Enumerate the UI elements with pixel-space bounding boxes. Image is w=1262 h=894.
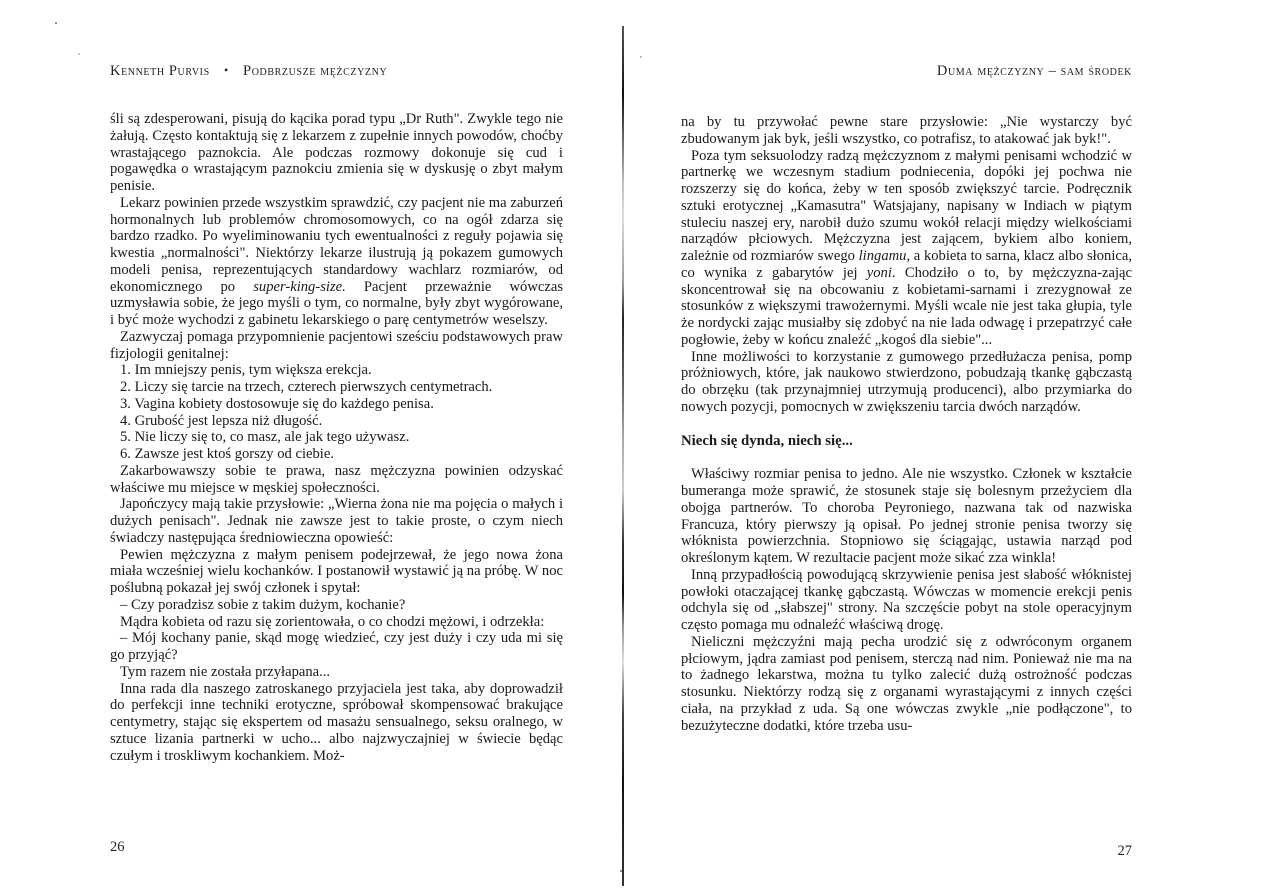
book-spine-gutter [622, 26, 624, 886]
right-page [681, 0, 1132, 894]
paragraph: śli są zdesperowani, pisują do kącika porad typu „Dr Ruth". Zwykle tego nie żałują. Często kontaktują się z lekarzem z zupełnie innych powodów, choćby wrastającego paznokcia. Ale podczas rozmowy dokonuje się cud i pogawędka o wrastającym paznokciu zmienia się w dyskusję o zbyt małym penisie. [110, 111, 563, 194]
list-item: 1. Im mniejszy penis, tym większa erekcja. [120, 362, 372, 379]
paragraph: Inne możliwości to korzystanie z gumowego przedłużacza penisa, pomp próżniowych, które, jak naukowo stwierdzono, pobudzają tkankę gąbczastą do obrzęku (tak przynajmniej utrzymują producenci), albo przymiarka do nowych pozycji, pomocnych w zwiększeniu tarcia dwóch narządów. [681, 348, 1132, 415]
laws-list [110, 362, 563, 463]
paragraph: Nieliczni mężczyźni mają pecha urodzić się z odwróconym organem płciowym, jądra zamiast pod penisem, sterczą nad nim. Ponieważ nie ma na to żadnego lekarstwa, można tu tylko zalecić dużą ostrożność podczas stosunku. Niektórzy rodzą się z organami wyrastającymi z innych części ciała, na przykład z uda. Są one wówczas zwykle „nie podłączone", to bezużyteczne dodatki, które trzeba usu- [681, 633, 1132, 734]
dialog-line: – Czy poradzisz sobie z takim dużym, kochanie? [120, 596, 406, 613]
right-page-body [681, 114, 1132, 734]
paragraph-text: Poza tym seksuolodzy radzą mężczyznom z małymi penisami wchodzić w partnerkę we wczesnym stadium podniecenia, dopóki jej pochwa nie rozszerzy się do końca, żeby w ten sposób zwiększyć tarcie. Podręcznik sztuki erotycznej „Kamasutra" Watsjajany, napisany w Indiach w piątym stuleciu naszej ery, narobił dużo szumu wokół relacji między wielkościami narządów płciowych. Mężczyzna jest zającem, bykiem albo koniem, zależnie od rozmiarów swego [681, 147, 1132, 264]
paragraph: Zazwyczaj pomaga przypomnienie pacjentowi sześciu podstawowych praw fizjologii genitalnej: [110, 328, 563, 362]
paragraph: Inna rada dla naszego zatroskanego przyjaciela jest taka, aby doprowadził do perfekcji inne techniki erotyczne, spróbował skompensować brakujące centymetry, stając się ekspertem od masażu sensualnego, seksu oralnego, w sztuce lizania partnerki w ucho... albo najzwyczajniej w świecie będąc czułym i troskliwym kochankiem. Moż- [110, 680, 563, 764]
paragraph: Pewien mężczyzna z małym penisem podejrzewał, że jego nowa żona miała wcześniej wielu kochanków. I postanowił wystawić ją na próbę. W noc poślubną pokazał jej swój członek i spytał: [110, 546, 563, 596]
section-heading: Niech się dynda, niech się... [681, 432, 853, 449]
list-item: 6. Zawsze jest ktoś gorszy od ciebie. [120, 446, 334, 462]
left-running-head [110, 63, 387, 80]
list-item: 2. Liczy się tarcie na trzech, czterech pierwszych centymetrach. [120, 379, 493, 395]
running-head-book-title: Podbrzusze mężczyzny [243, 63, 388, 79]
list-item: 3. Vagina kobiety dostosowuje się do każdego penisa. [120, 395, 434, 412]
paragraph-text: Lekarz powinien przede wszystkim sprawdzić, czy pacjent nie ma zaburzeń hormonalnych lub problemów chromosomowych, co na ogół zdarza się bardzo rzadko. Po wyeliminowaniu tych ewentualności z reguły pojawia się kwestia „normalności". Niektórzy lekarze ilustrują ją pokazem gumowych modeli penisa, reprezentujących standardowy wachlarz rozmiarów, od ekonomicznego po [110, 194, 563, 295]
right-running-head: Duma mężczyzny – sam środek [936, 63, 1132, 79]
paragraph: na by tu przywołać pewne stare przysłowie: „Nie wystarczy być zbudowanym jak byk, jeśli wszystko, co potrafisz, to atakować jak byk!". [681, 114, 1132, 147]
page-number: 26 [110, 839, 125, 855]
dialog-line: – Mój kochany panie, skąd mogę wiedzieć, czy jest duży i czy uda mi się go przyjąć? [110, 630, 563, 663]
left-page [110, 0, 563, 894]
paragraph: Japończycy mają takie przysłowie: „Wierna żona nie ma pojęcia o małych i dużych penisach". Jednak nie zawsze jest to takie proste, o czym niech świadczy następująca średniowieczna opowieść: [110, 496, 563, 546]
scan-speck [620, 870, 622, 872]
paragraph-text: . Chodziło o to, by mężczyzna-zając skoncentrował się na obcowaniu z kobietami-sarnami i zrezygnował ze stosunków z większymi trawożernymi. Myśli wcale nie jest taka głupia, tyle że nordycki zając musiałby się zdobyć na nie lada odwagę i przepatrzyć całe pogłowie, żeby w końcu znaleźć „kogoś dla siebie"... [681, 264, 1132, 348]
page-number: 27 [1117, 843, 1132, 859]
paragraph-text: , a kobieta to sarna, klacz albo słonica, co wynika z gabarytów jej [681, 248, 1132, 281]
scan-speck [78, 53, 80, 55]
left-page-body [110, 111, 563, 764]
paragraph: Inną przypadłością powodującą skrzywienie penisa jest słabość włóknistej powłoki otaczającej tkankę gąbczastą. Wówczas w momencie erekcji penis odchyla się od „słabszej" strony. Na szczęście pobyt na stole operacyjnym często pomaga mu odnaleźć właściwą drogę. [681, 566, 1132, 633]
running-head-author: Kenneth Purvis [110, 63, 210, 79]
emphasis-text: super-king-size. [253, 278, 346, 295]
paragraph: Mądra kobieta od razu się zorientowała, o co chodzi mężowi, i odrzekła: [120, 613, 545, 630]
emphasis-text: lingamu [858, 248, 907, 264]
list-item: 4. Grubość jest lepsza niż długość. [120, 412, 323, 429]
paragraph: Właściwy rozmiar penisa to jedno. Ale nie wszystko. Członek w kształcie bumeranga może sprawić, że stosunek staje się bolesnym przeżyciem dla obojga partnerów. To choroba Peyroniego, nazwana tak od nazwiska Francuza, który pierwszy ją opisał. Po jednej stronie penisa tworzy się włóknista powierzchnia. Stopniowo się ściągając, ustawia narząd pod określonym kątem. W rezultacie pacjent może sikać zza winkla! [681, 466, 1132, 566]
paragraph-text: Pacjent przeważnie wówczas uzmysławia sobie, że jego myśli o tym, co normalne, były zbyt wygórowane, i być może wychodzi z gabinetu lekarskiego o parę centymetrów weselszy. [110, 278, 563, 328]
bullet-separator-icon: • [224, 63, 229, 77]
paragraph [110, 195, 563, 329]
list-item: 5. Nie liczy się to, co masz, ale jak tego używasz. [120, 429, 410, 446]
paragraph: Zakarbowawszy sobie te prawa, nasz mężczyzna powinien odzyskać właściwe mu miejsce w męskiej społeczności. [110, 462, 563, 496]
paragraph: Tym razem nie została przyłapana... [120, 663, 331, 680]
scan-speck [640, 56, 642, 58]
paragraph [681, 148, 1132, 349]
scan-speck [55, 22, 57, 24]
emphasis-text: yoni [866, 264, 892, 281]
